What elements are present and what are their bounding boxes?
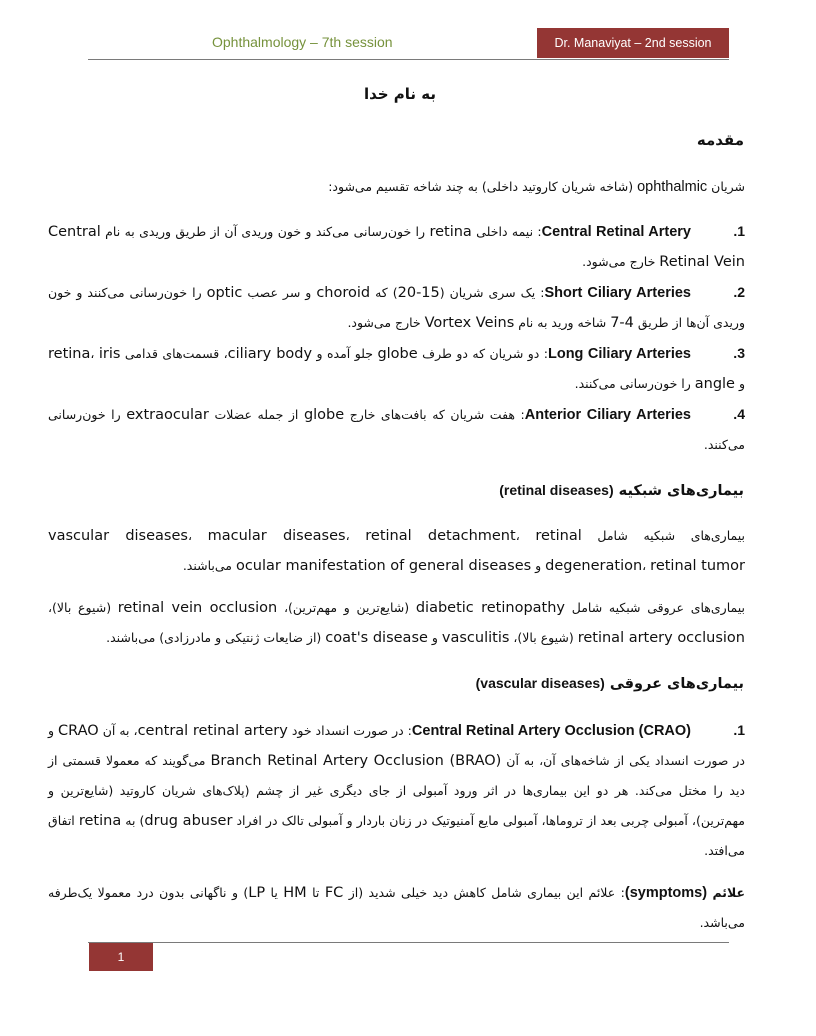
list-number: 1. bbox=[733, 223, 745, 239]
intro-paragraph: شریان ophthalmic (شاخه شریان کاروتید داخلی) به چند شاخه تقسیم می‌شود: bbox=[328, 179, 745, 195]
list-item-central-retinal-artery: 1.Central Retinal Artery: نیمه داخلی retina را خون‌رسانی می‌کند و خون وریدی آن از طریق وریدی به نام Central Retinal Vein خارج می‌شود. bbox=[48, 216, 745, 277]
list-number: 1. bbox=[733, 722, 745, 738]
term: Central Retinal Artery Occlusion (CRAO) bbox=[411, 723, 691, 739]
footer-divider bbox=[88, 942, 729, 943]
retinal-diseases-heading: بیماری‌های شبکیه (retinal diseases) bbox=[499, 482, 744, 499]
intro-heading: مقدمه bbox=[696, 131, 744, 149]
list-item-anterior-ciliary-arteries: 4.Anterior Ciliary Arteries: هفت شریان که بافت‌های خارج globe از جمله عضلات extraocular را خون‌رسانی می‌کنند. bbox=[48, 399, 745, 460]
header-course-title: Ophthalmology – 7th session bbox=[212, 34, 393, 50]
vascular-diseases-heading: بیماری‌های عروقی (vascular diseases) bbox=[475, 675, 744, 692]
list-number: 2. bbox=[733, 284, 745, 300]
symptoms-label: علائم bbox=[712, 885, 746, 900]
retinal-diseases-paragraph: بیماری‌های شبکیه شامل vascular diseases، macular diseases، retinal detachment، retinal degeneration، retinal tumor و ocular manifestation of general diseases می‌باشند. bbox=[48, 528, 746, 574]
term: Anterior Ciliary Arteries bbox=[524, 407, 691, 423]
list-number: 3. bbox=[733, 345, 745, 361]
list-item-long-ciliary-arteries: 3.Long Ciliary Arteries: دو شریان که دو طرف globe جلو آمده و ciliary body، قسمت‌های قدامی retina، iris و angle را خون‌رسانی می‌کنند. bbox=[48, 338, 745, 399]
header-divider bbox=[88, 59, 729, 60]
retinal-vascular-paragraph: بیماری‌های عروقی شبکیه شامل diabetic retinopathy (شایع‌ترین و مهم‌ترین)، retinal vein occlusion (شیوع بالا)، retinal artery occlusion (شیوع بالا)، vasculitis و coat's disease (از ضایعات ژنتیکی و مادرزادی) می‌باشند. bbox=[48, 600, 745, 646]
list-item-short-ciliary-arteries: 2.Short Ciliary Arteries: یک سری شریان (15-20) که choroid و سر عصب optic را خون‌رسانی می‌کنند و خون وریدی آن‌ها از طریق 4-7 شاخه ورید به نام Vortex Veins خارج می‌شود. bbox=[48, 277, 745, 338]
symptoms-paragraph: علائم (symptoms): علائم این بیماری شامل کاهش دید خیلی شدید (از FC تا HM یا LP) و ناگهانی بدون درد معمولا یک‌طرفه می‌باشد. bbox=[48, 885, 746, 930]
list-item-crao: 1.Central Retinal Artery Occlusion (CRAO): در صورت انسداد خود central retinal artery، به آن CRAO و در صورت انسداد یکی از شاخه‌های آن، به آن Branch Retinal Artery Occlusion (BRAO) می‌گویند که معمولا قسمتی از دید را مختل می‌کند. هر دو این بیماری‌ها در اثر ورود آمبولی از جای دیگری غیر از چشم (پلاک‌های شریان کاروتید (شایع‌ترین و مهم‌ترین)، آمبولی چربی بعد از تروماها، آمبولی مایع آمنیوتیک در زنان باردار و آمبولی تالک در افراد drug abuser) به retina اتفاق می‌افتد. bbox=[48, 715, 745, 866]
term: Central Retinal Artery bbox=[541, 224, 691, 240]
header-lecturer-badge: Dr. Manaviyat – 2nd session bbox=[537, 28, 729, 58]
list-number: 4. bbox=[733, 406, 745, 422]
term: Long Ciliary Arteries bbox=[547, 346, 691, 362]
page-number: 1 bbox=[89, 943, 153, 971]
term: Short Ciliary Arteries bbox=[544, 285, 691, 301]
bismillah-title: به نام خدا bbox=[363, 85, 437, 103]
